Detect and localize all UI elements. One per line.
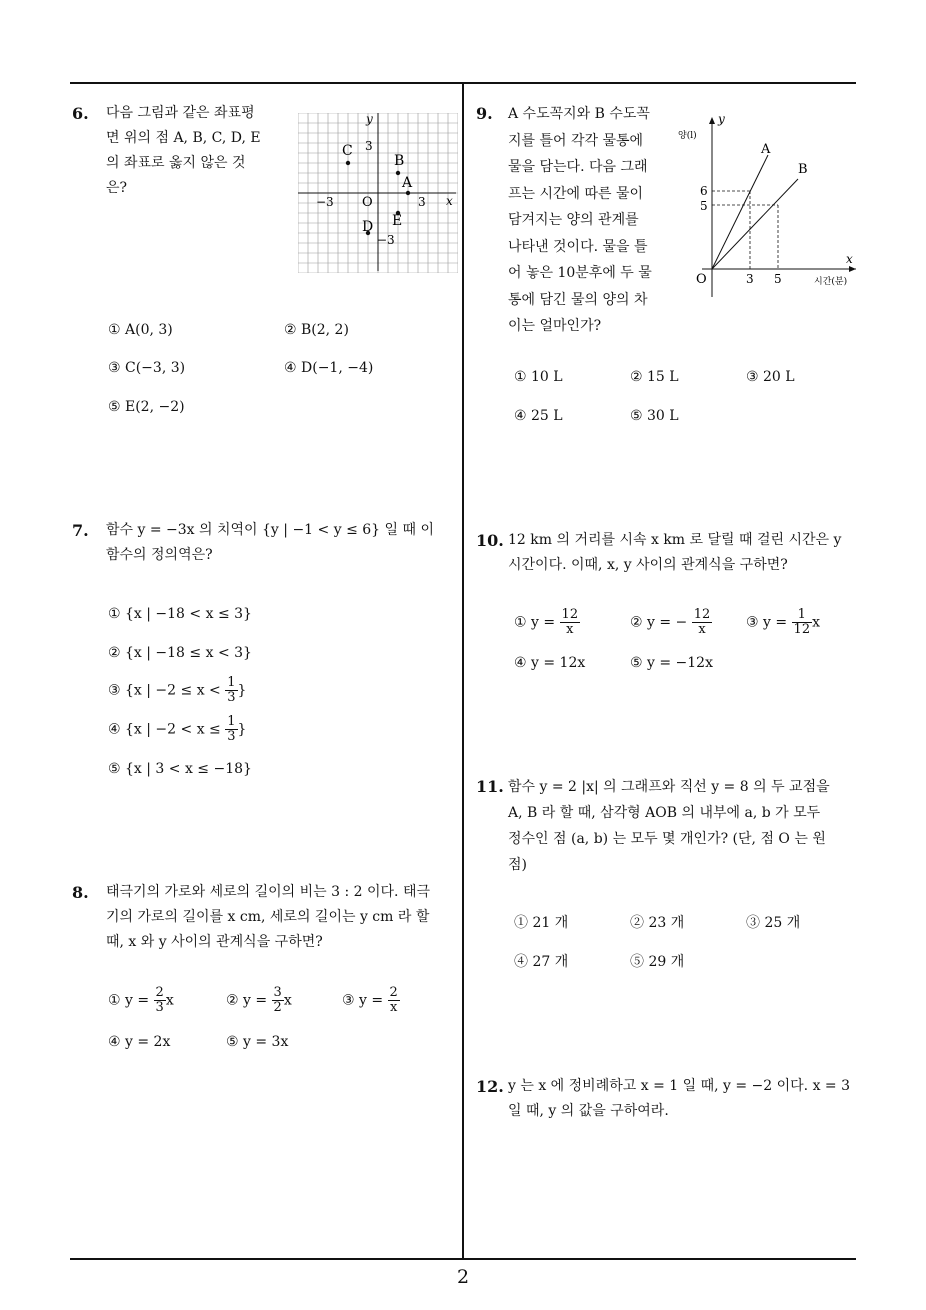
question-6 [72, 101, 452, 431]
choice-2[interactable]: ② y = $\frac{3}{2}$ x [226, 985, 292, 1015]
question-7 [72, 518, 458, 788]
coordinate-grid-figure [298, 113, 458, 273]
tick-y-pos: 3 [365, 139, 373, 153]
question-number: 7. [72, 521, 89, 540]
text-line: 담겨지는 양의 관계를 [508, 212, 639, 228]
origin-label: O [362, 195, 373, 210]
choice-1[interactable]: ① 10 L [514, 369, 563, 385]
question-12 [476, 1074, 860, 1144]
y-axis-arrow [709, 117, 715, 124]
choice-1[interactable]: ① A(0, 3) [108, 322, 173, 338]
choice-1[interactable]: ① y = $\frac{2}{3}$ x [108, 985, 174, 1015]
line-a-label: A [761, 142, 771, 157]
choice-3[interactable]: ③ 25 개 [746, 915, 801, 931]
question-number: 10. [476, 531, 504, 550]
text-line: 점) [508, 857, 527, 873]
question-text [508, 774, 860, 878]
point-label-b: B [394, 153, 405, 169]
point-label-e: E [392, 213, 403, 229]
choice-3[interactable]: ③ y = $\frac{1}{12}$ x [746, 607, 820, 637]
fraction: $\frac{1}{3}$ [227, 714, 236, 744]
text-line: 함수 y = 2 |x| 의 그래프와 직선 y = 8 의 두 교점을 [508, 779, 830, 795]
text-line: 정수인 점 (a, b) 는 모두 몇 개인가? (단, 점 O 는 원 [508, 831, 826, 847]
choice-1[interactable]: ① 21 개 [514, 915, 569, 931]
y-axis-label: y [366, 113, 373, 126]
choice-1[interactable]: ① y = $\frac{12}{x}$ [514, 607, 579, 637]
x-axis-label: x [846, 252, 853, 266]
question-11 [476, 774, 860, 984]
question-10 [476, 528, 860, 678]
text-line: 태극기의 가로와 세로의 길이의 비는 3 : 2 이다. 태극 [106, 884, 430, 900]
text-line: 일 때, y 의 값을 구하여라. [508, 1103, 669, 1119]
choice-4[interactable]: ④ {x | −2 < x ≤ $\frac{1}{3}$ } [108, 714, 247, 744]
question-number: 8. [72, 883, 89, 902]
x-axis-label: x [446, 194, 453, 208]
text-line: 함수 y = −3x 의 치역이 {y | −1 < y ≤ 6} 일 때 이 [106, 522, 434, 538]
origin-label: O [696, 272, 707, 287]
point-a [406, 191, 410, 195]
text-line: 지를 틀어 각각 물통에 [508, 132, 644, 149]
column-divider [462, 83, 464, 1259]
tick-x-neg: −3 [316, 195, 334, 209]
water-volume-graph [670, 111, 860, 301]
question-number: 12. [476, 1077, 504, 1096]
fraction: $\frac{1}{3}$ [227, 675, 236, 705]
line-a [712, 155, 768, 269]
choice-4[interactable]: ④ y = 2x [108, 1034, 171, 1050]
tick-x5: 5 [774, 272, 782, 286]
choice-2[interactable]: ② 15 L [630, 369, 679, 385]
text-line: 12 km 의 거리를 시속 x km 로 달릴 때 걸린 시간은 y [508, 532, 842, 548]
text-line: 함수의 정의역은? [106, 547, 213, 563]
point-b [396, 171, 400, 175]
choice-5[interactable]: ⑤ y = 3x [226, 1034, 289, 1050]
choice-2[interactable]: ② 23 개 [630, 915, 685, 931]
choice-4[interactable]: ④ D(−1, −4) [284, 360, 374, 376]
text-line: 나타낸 것이다. 물을 틀 [508, 238, 648, 255]
text-line: 다음 그림과 같은 좌표평 [106, 105, 255, 121]
question-number: 11. [476, 777, 504, 796]
text-line: 이는 얼마인가? [508, 318, 602, 334]
question-text [106, 518, 456, 568]
choice-2[interactable]: ② B(2, 2) [284, 322, 349, 338]
x-axis-title: 시간(분) [814, 277, 848, 287]
tick-x-pos: 3 [418, 195, 426, 209]
tick-y-neg: −3 [377, 233, 395, 247]
choice-3[interactable]: ③ y = $\frac{2}{x}$ [342, 985, 398, 1015]
choice-4[interactable]: ④ 25 L [514, 408, 563, 424]
question-number: 6. [72, 104, 89, 123]
text-line: 통에 담긴 물의 양의 차 [508, 291, 648, 308]
text-line: y 는 x 에 정비례하고 x = 1 일 때, y = −2 이다. x = 3 [508, 1078, 851, 1094]
text-line: 시간이다. 이때, x, y 사이의 관계식을 구하면? [508, 557, 788, 573]
text-line: 면 위의 점 A, B, C, D, E [106, 130, 261, 146]
page-number: 2 [456, 1266, 470, 1288]
question-8 [72, 880, 458, 1060]
text-line: 기의 가로의 길이를 x cm, 세로의 길이는 y cm 라 할 [106, 909, 430, 925]
choice-5[interactable]: ⑤ E(2, −2) [108, 399, 185, 415]
text-line: A, B 라 할 때, 삼각형 AOB 의 내부에 a, b 가 모두 [508, 805, 821, 821]
choice-5[interactable]: ⑤ y = −12x [630, 655, 713, 671]
point-c [346, 161, 350, 165]
tick-x3: 3 [746, 272, 754, 286]
text-line: 때, x 와 y 사이의 관계식을 구하면? [106, 934, 323, 950]
question-text [106, 880, 458, 955]
text-line: 의 좌표로 옳지 않은 것 [106, 155, 246, 171]
choice-3[interactable]: ③ {x | −2 ≤ x < $\frac{1}{3}$ } [108, 675, 247, 705]
question-text [508, 1074, 860, 1124]
text-line: A 수도꼭지와 B 수도꼭 [508, 106, 650, 122]
choice-3[interactable]: ③ 20 L [746, 369, 795, 385]
text-line: 어 놓은 10분후에 두 물 [508, 265, 652, 281]
tick-y5: 5 [700, 199, 708, 213]
bottom-rule [70, 1258, 856, 1260]
question-text [508, 101, 668, 340]
point-label-d: D [362, 219, 374, 235]
y-axis-title: 양(l) [678, 131, 697, 141]
point-label-c: C [342, 143, 353, 159]
choice-4[interactable]: ④ 27 개 [514, 954, 569, 970]
choice-2[interactable]: ② y = − $\frac{12}{x}$ [630, 607, 711, 637]
choice-5[interactable]: ⑤ 29 개 [630, 954, 685, 970]
tick-y6: 6 [700, 184, 708, 198]
line-b-label: B [798, 162, 808, 177]
text-line: 물을 담는다. 다음 그래 [508, 159, 648, 175]
text-line: 프는 시간에 따른 물이 [508, 185, 644, 202]
text-line: 은? [106, 180, 128, 196]
choice-3[interactable]: ③ C(−3, 3) [108, 360, 186, 376]
x-axis-arrow [849, 266, 856, 272]
choice-4[interactable]: ④ y = 12x [514, 655, 586, 671]
question-9 [476, 101, 860, 431]
choice-5[interactable]: ⑤ 30 L [630, 408, 679, 424]
point-label-a: A [402, 175, 413, 191]
y-axis-label: y [718, 112, 725, 126]
question-number: 9. [476, 104, 493, 123]
question-text [106, 101, 296, 201]
choice-2[interactable]: ② {x | −18 ≤ x < 3} [108, 645, 252, 661]
choice-1[interactable]: ① {x | −18 < x ≤ 3} [108, 606, 252, 622]
line-b [712, 179, 798, 269]
question-text [508, 528, 860, 578]
choice-5[interactable]: ⑤ {x | 3 < x ≤ −18} [108, 761, 252, 777]
